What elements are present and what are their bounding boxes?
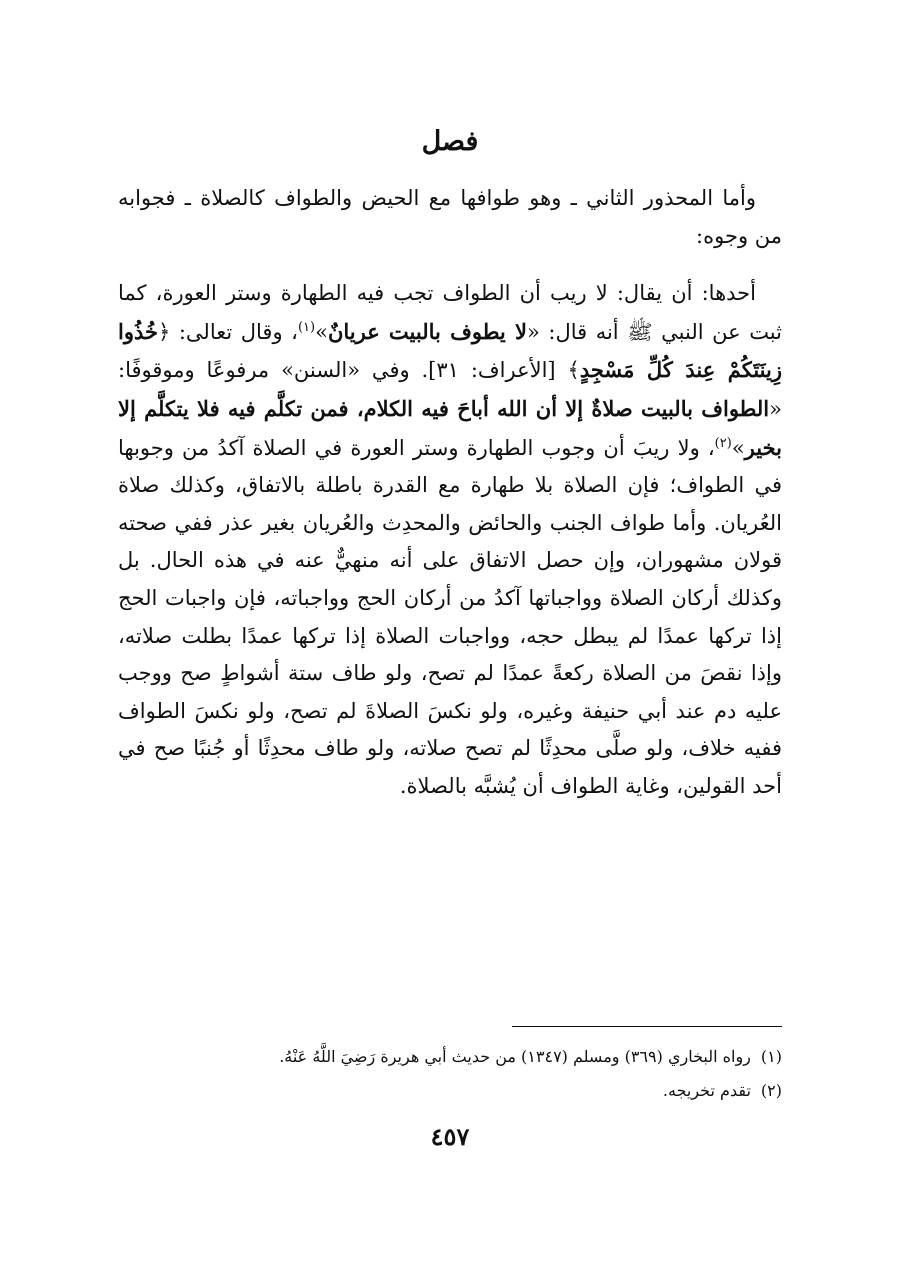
- footnote-2: [118, 1074, 782, 1108]
- footnote-1: [118, 1040, 782, 1074]
- paragraph-2: [118, 275, 782, 805]
- footnote-text: رواه البخاري (٣٦٩) ومسلم (١٣٤٧) من حديث أبي هريرة رَضِيَ اللَّهُ عَنْهُ.: [279, 1047, 751, 1066]
- section-heading: فصل: [421, 126, 479, 157]
- footnote-divider: [512, 1026, 782, 1027]
- footnote-text: تقدم تخريجه.: [662, 1081, 751, 1100]
- footnote-number: (٢): [760, 1081, 782, 1100]
- page-number: ٤٥٧: [430, 1122, 470, 1151]
- paragraph-2-mid: ، وقال تعالى: ﴿: [157, 319, 298, 344]
- paragraph-2-after-verse: ﴾ [الأعراف: ٣١]. وفي «السنن» مرفوعًا وموقوفًا: «: [118, 358, 782, 421]
- footnote-ref-1[interactable]: (١): [297, 319, 316, 335]
- quote-close-1: »: [315, 319, 328, 344]
- main-text: [118, 180, 782, 806]
- quran-verse: خُذُوا زِينَتَكُمْ عِندَ كُلِّ مَسْجِدٍ: [118, 318, 782, 383]
- paragraph-2-intro: أحدها: أن يقال: لا ريب أن الطواف تجب فيه الطهارة وستر العورة، كما ثبت عن النبي ﷺ أنه قال: «: [118, 281, 782, 344]
- hadith-naked-tawaf: لا يطوف بالبيت عريانٌ: [327, 318, 527, 344]
- footnote-ref-2[interactable]: (٢): [714, 435, 732, 451]
- footnote-number: (١): [760, 1047, 782, 1066]
- paragraph-1: وأما المحذور الثاني ـ وهو طوافها مع الحيض والطواف كالصلاة ـ فجوابه من وجوه:: [118, 186, 782, 248]
- quote-close-2: »: [731, 435, 745, 460]
- footnotes: [118, 1040, 782, 1108]
- hadith-tawaf-prayer: الطواف بالبيت صلاةٌ إلا أن الله أباحَ فيه الكلام، فمن تكلَّم فيه فلا يتكلَّم إلا بخير: [118, 395, 782, 460]
- paragraph-2-rest: ، ولا ريبَ أن وجوب الطهارة وستر العورة في الصلاة آكدُ من وجوبها في الطواف؛ فإن الصلاة بلا طهارة مع القدرة باطلة بالاتفاق، وكذلك صلاة العُريان. وأما طواف الجنب والحائض والمحدِث والعُريان بغير عذر ففي صحته قولان مشهوران، وإن حصل الاتفاق على أنه منهيٌّ عنه في هذه الحال. بل وكذلك أركان الصلاة وواجباتها آكدُ من أركان الحج وواجباته، فإن واجبات الحج إذا تركها عمدًا لم يبطل حجه، وواجبات الصلاة إذا تركها عمدًا بطلت صلاته، وإذا نقصَ من الصلاة ركعةً عمدًا لم تصح، ولو طاف ستة أشواطٍ صح ووجب عليه دم عند أبي حنيفة وغيره، ولو نكسَ الصلاةَ لم تصح، ولو نكسَ الطواف ففيه خلاف، ولو صلَّى محدِثًا لم تصح صلاته، ولو طاف محدِثًا أو جُنبًا صح في أحد القولين، وغاية الطواف أن يُشبَّه بالصلاة.: [118, 435, 782, 798]
